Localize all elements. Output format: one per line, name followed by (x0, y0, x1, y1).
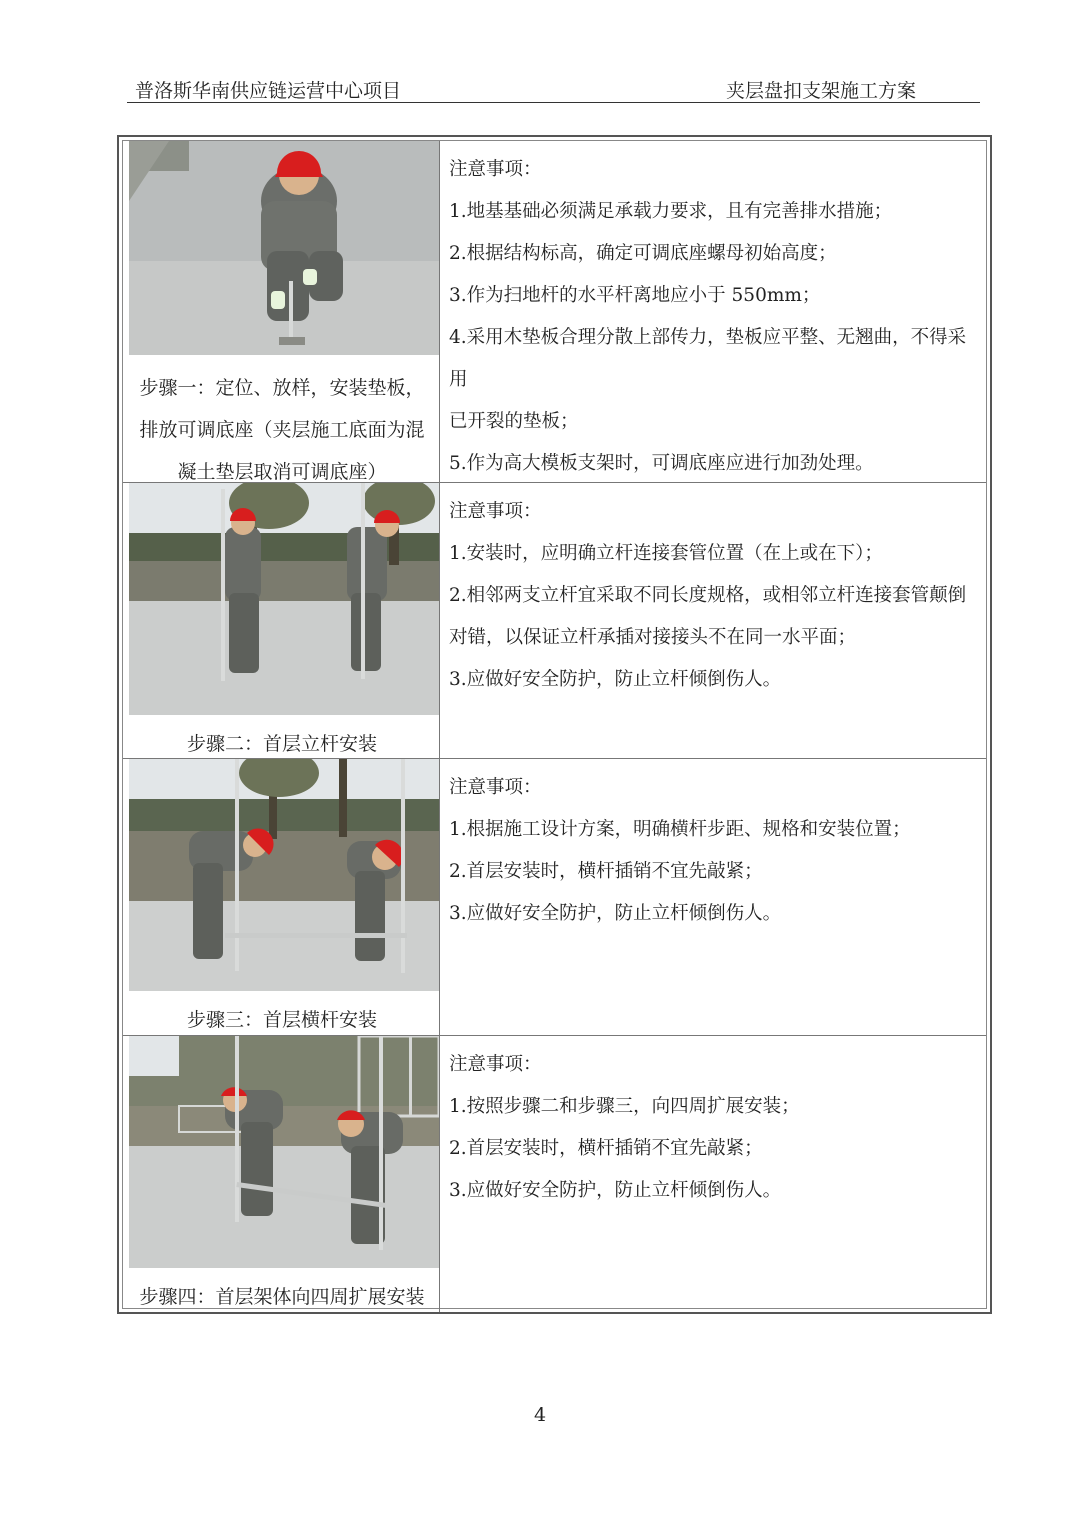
page-header (127, 70, 980, 103)
note-item: 2.相邻两支立杆宜采取不同长度规格，或相邻立杆连接套管颠倒 (449, 585, 967, 606)
note-item: 3.作为扫地杆的水平杆离地应小于 550mm； (449, 285, 821, 306)
notes-heading: 注意事项： (449, 777, 542, 798)
note-item: 对错，以保证立杆承插对接接头不在同一水平面； (449, 627, 857, 648)
note-item: 1.地基基础必须满足承载力要求，且有完善排水措施； (449, 201, 893, 222)
step-row-2 (123, 483, 986, 759)
worker-placing-base-photo (129, 141, 439, 355)
note-item: 3.应做好安全防护，防止立杆倾倒伤人。 (449, 1180, 782, 1201)
note-item: 2.首层安装时，横杆插销不宜先敲紧； (449, 861, 763, 882)
document-title: 夹层盘扣支架施工方案 (725, 80, 916, 102)
note-item: 4.采用木垫板合理分散上部传力，垫板应平整、无翘曲，不得采用 (449, 327, 967, 390)
step-row-1 (123, 141, 986, 483)
step-caption: 步骤一：定位、放样，安装垫板， 排放可调底座（夹层施工底面为混 凝土垫层取消可调底座） (139, 377, 425, 483)
notes-cell (449, 767, 978, 935)
note-item: 已开裂的垫板； (449, 411, 579, 432)
notes-heading: 注意事项： (449, 159, 542, 180)
notes-heading: 注意事项： (449, 1054, 542, 1075)
workers-installing-crossbar-photo (129, 759, 439, 991)
note-item: 1.安装时，应明确立杆连接套管位置（在上或在下）； (449, 543, 883, 564)
note-item: 1.根据施工设计方案，明确横杆步距、规格和安装位置； (449, 819, 911, 840)
project-name: 普洛斯华南供应链运营中心项目 (135, 80, 402, 102)
step-caption: 步骤三：首层横杆安装 (186, 1009, 377, 1031)
notes-cell (449, 1044, 978, 1212)
workers-expanding-frame-photo (129, 1036, 439, 1268)
workers-installing-uprights-photo (129, 483, 439, 715)
step-row-3 (123, 759, 986, 1036)
step-caption: 步骤二：首层立杆安装 (186, 733, 377, 755)
page-number: 4 (533, 1404, 547, 1426)
step-row-4 (123, 1036, 986, 1312)
steps-table (117, 135, 992, 1314)
notes-heading: 注意事项： (449, 501, 542, 522)
note-item: 3.应做好安全防护，防止立杆倾倒伤人。 (449, 903, 782, 924)
note-item: 2.首层安装时，横杆插销不宜先敲紧； (449, 1138, 763, 1159)
step-caption: 步骤四：首层架体向四周扩展安装 (139, 1286, 425, 1308)
notes-cell (449, 149, 978, 485)
note-item: 1.按照步骤二和步骤三，向四周扩展安装； (449, 1096, 800, 1117)
notes-cell (449, 491, 978, 701)
note-item: 3.应做好安全防护，防止立杆倾倒伤人。 (449, 669, 782, 690)
note-item: 2.根据结构标高，确定可调底座螺母初始高度； (449, 243, 837, 264)
note-item: 5.作为高大模板支架时，可调底座应进行加劲处理。 (449, 453, 874, 474)
